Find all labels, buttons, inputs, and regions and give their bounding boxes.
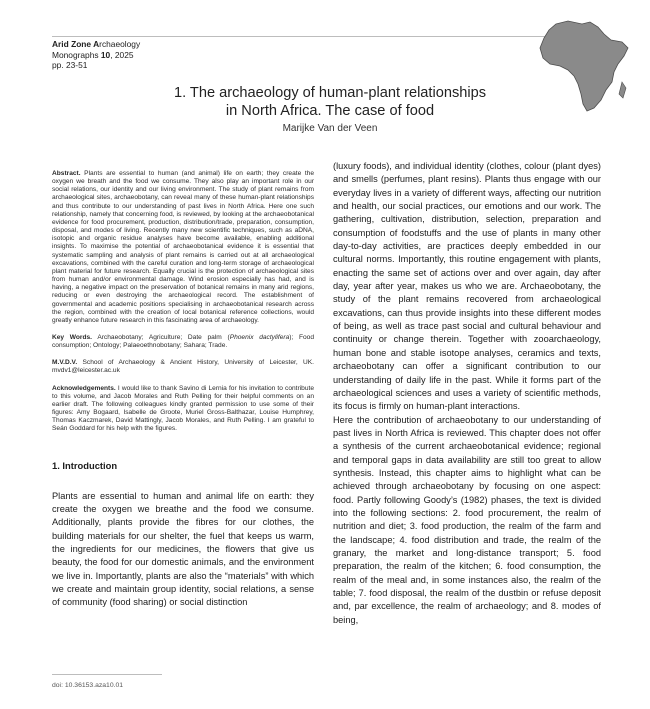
- abstract: Abstract. Plants are essential to human (and animal) life on earth; they create the oxygen we breath and the food we consume. They also play an important role in our social relations, our identity and our living environment. The study of plant remains from archaeological sites, archaeobotany, can reveal many of these human-plant relationships and thus contribute to our understanding of past lives in North Africa. Here one such relationship, namely that concerning food, is reviewed, by looking at the archaeobotanical evidence for food procurement, production, distribution/trade, preparation, consumption, disposal, and modes of living. Recently many new scientific techniques, such as aDNA, isotopic and organic residue analyses have become available, enabling additional insights. To maximise the potential of archaeobotanical evidence it is essential that systematic sampling and analysis of plant remains is carried out at all archaeological excavations, combined with the careful curation and long-term storage of archaeological plant material for future research. Equally crucial is the protection of archaeological sites from human and/or environmental damage. Wind erosion especially has had, and is having, a negative impact on the preservation of botanical remains in many arid regions, reducing or even destroying the archaeological record. The establishment of governmental and academic positions specialising in archaeobotanical research across the region, combined with the creation of local botanical reference collections, would greatly enhance future research in this fascinating area of archaeology.: [52, 170, 314, 324]
- intro-paragraph-right-1: (luxury foods), and individual identity (clothes, colour (plant dyes) and smells (perfumes, plant resins). Plants thus engage with our everyday lives in a variety of different ways, affecting our nutrition and health, our social practices, our emotions and our work. The gathering, cultivation, distribution, selection, preparation and consumption of foodstuffs and the use of plants in many other day-to-day activities, are practices deeply embedded in our cultural norms. Importantly, this routine engagement with plants, enacting the same set of actions over and over again, day after day, year after year, makes us who we are. Archaeobotany, the study of the plant remains recovered from archaeological excavations, can thus provide insights into these different modes of being, as well as trace past social and cultural behaviour and continuity or change therein. Together with zooarchaeology, human bone and stable isotope analyses, ceramics and texts, archaeobotany can offer a significant contribution to our understanding of daily life in the past. While it forms part of the archaeological sciences and uses a variety of scientific methods, its focus is firmly on human-plant interactions.: [333, 161, 601, 412]
- title-line-1: 1. The archaeology of human-plant relationships: [173, 85, 487, 101]
- section-heading: 1. Introduction: [52, 459, 118, 471]
- footer-rule: [52, 674, 162, 675]
- author-name: Marijke Van der Veen: [282, 123, 378, 134]
- header-rule: [52, 36, 600, 37]
- journal-name: Arid Zone Archaeology: [52, 39, 141, 49]
- journal-volume: Monographs 10, 2025: [52, 49, 134, 60]
- intro-paragraph-right-2: Here the contribution of archaeobotany to our understanding of past lives in North Africa is reviewed. This chapter does not offer a synthesis of the current archaeobotanical evidence; regional and temporal gaps in data availability are still too great to allow synthesis. Instead, this chapter aims to highlight what can be achieved through archaeobotany by focusing on one aspect: food. Partly following Goody’s (1982) phases, the text is divided into the following sections: 2. food procurement, the realm of nutrition and diet; 3. food production, the realm of the farm and the landscape; 4. food distribution and trade, the realm of the granary, the market and long-distance transport; 5. food preparation, the realm of the kitchen; 6. food consumption, the realm of the meal and, in some instances also, the realm of the table; 7. food disposal, the realm of the dustbin or refuse deposit and, par excellence, the realm of archaeology; and 8. modes of being,: [333, 414, 601, 625]
- left-column: [52, 170, 314, 610]
- doi: doi: 10.36153.aza10.01: [52, 682, 124, 689]
- author-affiliation: M.V.D.V. School of Archaeology & Ancient History, University of Leicester, UK. mvdv1@leicester.ac.uk: [52, 359, 314, 375]
- right-column: [333, 160, 601, 627]
- keywords: Key Words. Archaeobotany; Agriculture; Date palm (Phoenix dactylifera); Food consumption; Ontology; Palaeoethnobotany; Sahara; Trade.: [52, 333, 315, 350]
- title-line-2: in North Africa. The case of food: [225, 103, 435, 119]
- africa-map-logo: [538, 18, 630, 114]
- acknowledgements: Acknowledgements. I would like to thank Savino di Lernia for his invitation to contribute to this volume, and Jacob Morales and Ruth Pelling for their helpful comments on an earlier draft. The following colleagues kindly granted permission to use some of their figures: Amy Bogaard, Isabelle de Groote, Muriel Gross-Balthazar, Louise Humphrey, Thomas Kaczmarek, David Mattingly, Jacob Morales, and Ruth Pelling. I am grateful to Seán Goddard for his help with the figures.: [52, 384, 314, 433]
- journal-header: [52, 39, 140, 71]
- journal-pages: pp. 23-51: [52, 60, 88, 71]
- intro-paragraph-left: Plants are essential to human and animal life on earth: they create the oxygen we breathe and the food we consume. Additionally, plants provide the fibres for our clothes, the building materials for our shelter, the fuel that keeps us warm, the ingredients for our medicines, the flowers that give us beauty, the food for our domestic animals, and the environment we live in. Importantly, plants are also the “materials” with which we create and maintain group identity, social relations, a sense of community (food sharing) or social distinction: [52, 490, 314, 608]
- chapter-title: [150, 84, 510, 120]
